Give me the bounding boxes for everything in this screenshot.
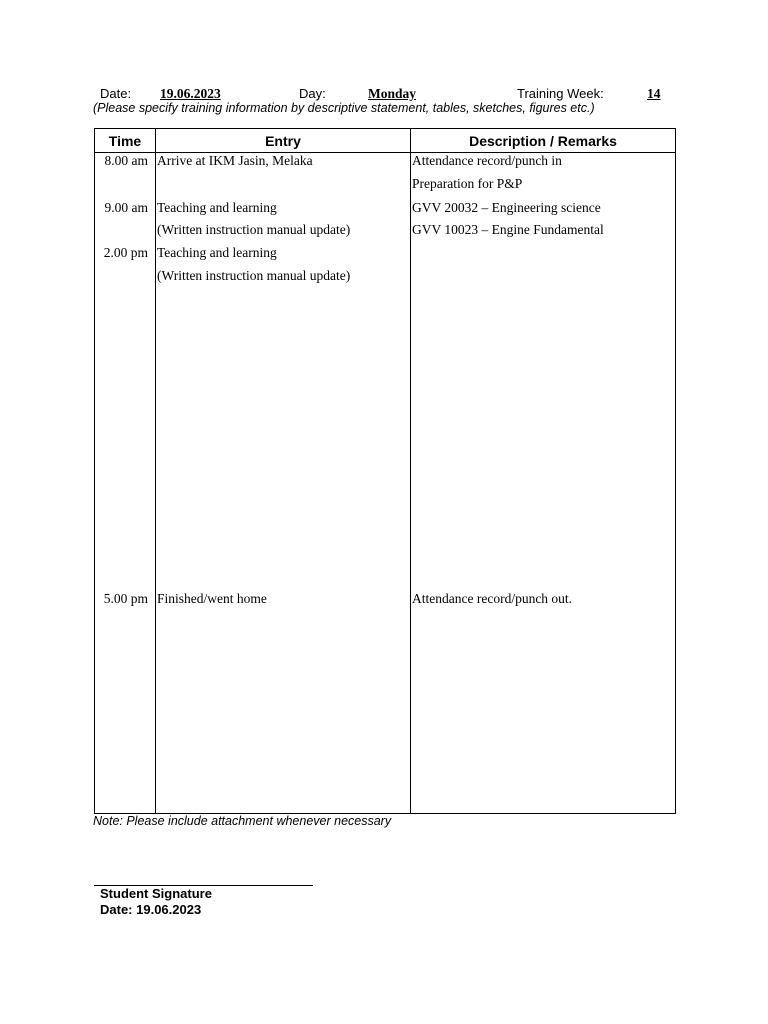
- table-row-remarks: Preparation for P&P: [412, 176, 523, 191]
- instruction-text: (Please specify training information by descriptive statement, tables, sketches, figures etc.): [93, 101, 595, 115]
- table-row-remarks: Attendance record/punch out.: [412, 591, 573, 606]
- day-label: Day:: [299, 86, 326, 101]
- table-row-time: 8.00 am: [104, 153, 148, 168]
- signature-date: Date: 19.06.2023: [100, 902, 202, 917]
- table-row-remarks: GVV 10023 – Engine Fundamental: [412, 222, 604, 237]
- column-header-remarks: Description / Remarks: [469, 133, 617, 149]
- column-divider-entry: [410, 128, 411, 814]
- table-row-entry: (Written instruction manual update): [157, 222, 351, 237]
- column-header-time: Time: [108, 133, 142, 149]
- training-week-value: 14: [647, 86, 661, 101]
- attachment-note: Note: Please include attachment whenever necessary: [93, 814, 392, 828]
- table-row-time: 2.00 pm: [103, 245, 148, 260]
- column-divider-time: [155, 128, 156, 814]
- table-row-remarks: Attendance record/punch in: [412, 153, 562, 168]
- table-row-entry: Finished/went home: [157, 591, 267, 606]
- column-header-entry: Entry: [265, 133, 301, 149]
- day-value: Monday: [368, 86, 417, 101]
- table-row-entry: Teaching and learning: [157, 245, 277, 260]
- table-row-entry: (Written instruction manual update): [157, 268, 351, 283]
- training-week-label: Training Week:: [517, 86, 604, 101]
- table-row-time: 5.00 pm: [103, 591, 148, 606]
- table-row-entry: Arrive at IKM Jasin, Melaka: [157, 153, 313, 168]
- table-row-remarks: GVV 20032 – Engineering science: [412, 200, 601, 215]
- date-value: 19.06.2023: [160, 86, 221, 101]
- date-label: Date:: [100, 86, 132, 101]
- student-signature-label: Student Signature: [100, 886, 212, 901]
- table-row-time: 9.00 am: [104, 200, 148, 215]
- table-row-entry: Teaching and learning: [157, 200, 277, 215]
